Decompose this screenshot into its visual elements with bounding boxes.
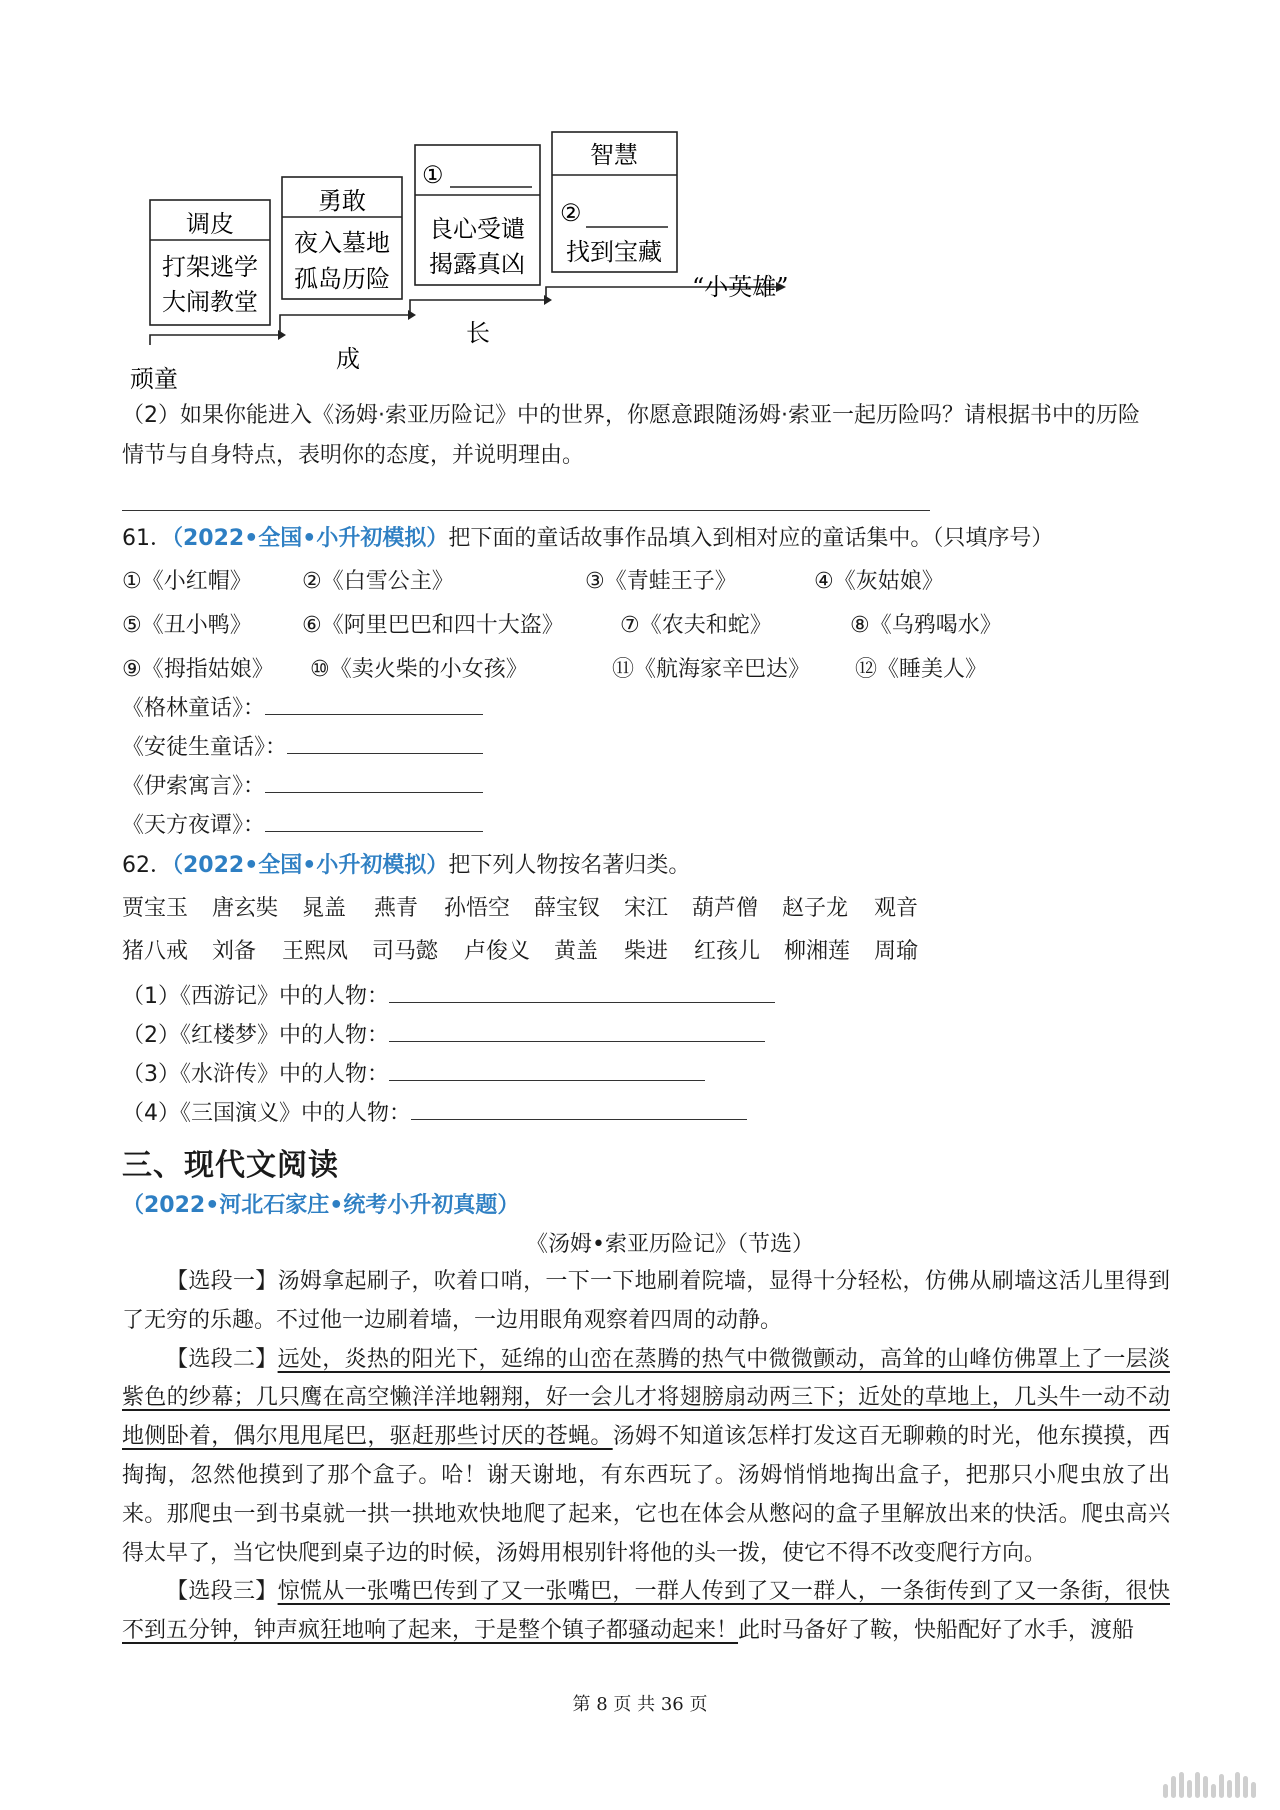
character-name: 黄盖 (554, 939, 599, 964)
character-name: 红孩儿 (694, 939, 761, 964)
step1-title: 调皮 (186, 210, 234, 238)
character-name: 王熙凤 (282, 939, 349, 964)
answer-blank[interactable] (265, 807, 483, 832)
character-name: 贾宝玉 (122, 896, 189, 921)
character-name: 葫芦僧 (692, 896, 759, 921)
q62-number: 62． (122, 853, 172, 878)
q61-number: 61． (122, 526, 172, 551)
q60-2-line1: （2）如果你能进入《汤姆·索亚历险记》中的世界，你愿意跟随汤姆·索亚一起历险吗？请根据书中的历险 (122, 403, 1140, 428)
q61-item: ③《青蛙王子》 (585, 569, 737, 594)
passage-body (122, 1263, 1170, 1651)
step3-blank-marker: ① (422, 161, 444, 189)
q61-item: ①《小红帽》 (122, 569, 252, 594)
section-source: （2022•河北石家庄•统考小升初真题） (122, 1193, 520, 1218)
q62-part (122, 1017, 765, 1055)
collection-label: 《格林童话》： (122, 696, 266, 721)
collection-label: 《伊索寓言》： (122, 774, 266, 799)
answer-blank[interactable] (389, 1056, 705, 1081)
q62-part (122, 1095, 747, 1133)
answer-blank[interactable] (389, 978, 775, 1003)
part-label: （3）《水浒传》中的人物： (122, 1062, 389, 1087)
growth-diagram (120, 125, 840, 395)
step3-line1: 良心受谴 (429, 215, 525, 243)
part-label: （1）《西游记》中的人物： (122, 984, 389, 1009)
q62-prompt: 把下列人物按名著归类。 (448, 853, 691, 878)
q61-header (122, 520, 1053, 558)
q61-item: ⑩《卖火柴的小女孩》 (310, 657, 528, 682)
answer-blank[interactable] (411, 1095, 747, 1120)
underlined-text: 惊慌从一张嘴巴传到了又一张嘴巴，一群人传到了又一群人，一条街传到了又一条街，很快不到五分钟，钟声疯狂地响了起来，于是整个镇子都骚动起来！ (122, 1579, 1170, 1644)
step4-title: 智慧 (590, 141, 638, 169)
character-name: 周瑜 (874, 939, 919, 964)
paragraph-text: 汤姆拿起刷子，吹着口哨，一下一下地刷着院墙，显得十分轻松，仿佛从刷墙这活儿里得到了无穷的乐趣。不过他一边刷着墙，一边用眼角观察着四周的动静。 (122, 1269, 1170, 1333)
answer-line[interactable] (122, 510, 930, 511)
q61-item: ⑪《航海家辛巴达》 (612, 657, 811, 682)
answer-blank[interactable] (287, 729, 483, 754)
q61-item: ⑫《睡美人》 (855, 657, 988, 682)
character-name: 唐玄奘 (212, 896, 279, 921)
q61-collection (122, 729, 483, 767)
q61-prompt: 把下面的童话故事作品填入到相对应的童话集中。（只填序号） (448, 526, 1054, 551)
answer-blank[interactable] (389, 1017, 765, 1042)
part-label: （2）《红楼梦》中的人物： (122, 1023, 389, 1048)
part-label: （4）《三国演义》中的人物： (122, 1101, 411, 1126)
q61-source: （2022•全国•小升初模拟） (172, 526, 449, 551)
q61-collection (122, 768, 483, 806)
answer-blank[interactable] (265, 690, 483, 715)
q62-header (122, 847, 690, 885)
step2-line1: 夜入墓地 (294, 229, 390, 257)
passage-title: 《汤姆•索亚历险记》（节选） (526, 1232, 814, 1257)
q61-item: ⑦《农夫和蛇》 (620, 613, 772, 638)
q61-collection (122, 807, 483, 845)
step4-line1: 找到宝藏 (566, 238, 662, 266)
step2-title: 勇敢 (318, 187, 366, 215)
segment-label: 【选段二】 (166, 1346, 278, 1372)
page-footer: 第 8 页 共 36 页 (572, 1694, 708, 1715)
character-name: 赵子龙 (782, 896, 849, 921)
paragraph-text: 汤姆不知道该怎样打发这百无聊赖的时光，他东摸摸，西掏掏，忽然他摸到了那个盒子。哈！谢天谢地，有东西玩了。汤姆悄悄地掏出盒子，把那只小爬虫放了出来。那爬虫一到书桌就一拱一拱地欢快地爬了起来，它也在体会从憋闷的盒子里解放出来的快活。爬虫高兴得太早了，当它快爬到桌子边的时候，汤姆用根别针将他的头一拨，使它不得不改变爬行方向。 (122, 1424, 1170, 1566)
section-heading: 三、现代文阅读 (122, 1148, 339, 1183)
paragraph-text: 此时马备好了鞍，快船配好了水手，渡船 (738, 1618, 1135, 1644)
step1-line1: 打架逃学 (162, 253, 258, 281)
step2-line2: 孤岛历险 (294, 265, 390, 293)
axis-char-cheng: 成 (336, 345, 360, 373)
passage-paragraph-2 (122, 1341, 1170, 1574)
end-label: “小英雄” (692, 273, 789, 301)
q61-item: ②《白雪公主》 (302, 569, 454, 594)
q62-part (122, 978, 775, 1016)
step1-line2: 大闹教堂 (162, 288, 258, 316)
passage-paragraph-3 (122, 1573, 1170, 1651)
passage-paragraph-1 (122, 1263, 1170, 1341)
character-name: 柳湘莲 (784, 939, 851, 964)
collection-label: 《安徒生童话》： (122, 735, 288, 760)
character-name: 卢俊义 (464, 939, 531, 964)
q61-item: ⑧《乌鸦喝水》 (850, 613, 1002, 638)
answer-blank[interactable] (265, 768, 483, 793)
q62-source: （2022•全国•小升初模拟） (172, 853, 449, 878)
character-name: 薛宝钗 (534, 896, 601, 921)
character-name: 宋江 (624, 896, 669, 921)
collection-label: 《天方夜谭》： (122, 813, 266, 838)
q61-item: ⑥《阿里巴巴和四十大盗》 (302, 613, 564, 638)
character-name: 观音 (874, 896, 919, 921)
character-name: 刘备 (212, 939, 257, 964)
underlined-text: 远处，炎热的阳光下，延绵的山峦在蒸腾的热气中微微颤动，高耸的山峰仿佛罩上了一层淡紫色的纱幕；几只鹰在高空懒洋洋地翱翔，好一会儿才将翅膀扇动两三下；近处的草地上，几头牛一动不动地侧卧着，偶尔甩甩尾巴，驱赶那些讨厌的苍蝇。 (122, 1346, 1170, 1450)
character-name: 柴进 (624, 939, 669, 964)
character-name: 燕青 (374, 896, 419, 921)
character-name: 司马懿 (372, 939, 439, 964)
q61-item: ⑨《拇指姑娘》 (122, 657, 274, 682)
step4-blank-marker: ② (560, 199, 582, 227)
start-label: 顽童 (130, 365, 178, 393)
step3-line2: 揭露真凶 (429, 250, 525, 278)
character-name: 晁盖 (302, 896, 347, 921)
axis-char-zhang: 长 (466, 319, 490, 347)
segment-label: 【选段一】 (166, 1269, 278, 1294)
q60-2-line2: 情节与自身特点，表明你的态度，并说明理由。 (122, 443, 585, 468)
character-name: 孙悟空 (444, 896, 511, 921)
q61-item: ⑤《丑小鸭》 (122, 613, 252, 638)
q61-collection (122, 690, 483, 728)
watermark-icon (1163, 1772, 1256, 1798)
q61-item: ④《灰姑娘》 (814, 569, 944, 594)
character-name: 猪八戒 (122, 939, 189, 964)
segment-label: 【选段三】 (166, 1579, 278, 1605)
q62-part (122, 1056, 705, 1094)
